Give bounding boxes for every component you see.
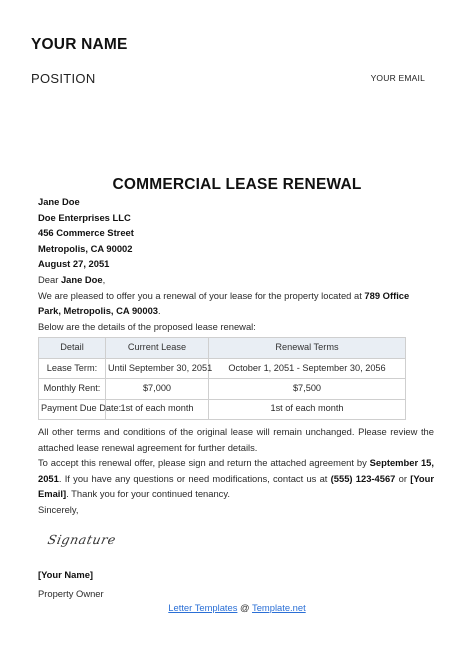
lease-details-table (38, 337, 406, 420)
table-cell: 1st of each month (106, 399, 209, 419)
contact-phone: (555) 123-4567 (330, 472, 396, 484)
recipient-name: Jane Doe (38, 196, 80, 207)
sender-name: YOUR NAME (31, 36, 128, 53)
salutation-suffix: , (102, 273, 106, 285)
accept-text-2: . If you have any questions or need modifications, contact us at (58, 472, 328, 484)
table-header-detail: Detail (39, 338, 106, 358)
table-cell: Monthly Rent: (39, 379, 106, 399)
offer-end: . (158, 305, 161, 317)
sender-email: YOUR EMAIL (370, 73, 425, 83)
signer-title: Property Owner (38, 588, 104, 599)
table-row (39, 379, 406, 399)
table-header-current: Current Lease (106, 338, 209, 358)
contact-email: [Your Email] (38, 472, 434, 500)
recipient-street: 456 Commerce Street (38, 227, 134, 239)
salutation (38, 272, 434, 288)
footer-separator: @ (240, 602, 250, 613)
offer-text: We are pleased to offer you a renewal of your lease for the property located at (38, 289, 362, 301)
paragraph-accept (38, 455, 434, 502)
table-cell: October 1, 2051 - September 30, 2056 (209, 358, 406, 378)
salutation-prefix: Dear (38, 273, 59, 285)
signature: Signature (46, 532, 118, 547)
footer (0, 602, 474, 613)
paragraph-details-intro: Below are the details of the proposed lease renewal: (38, 320, 256, 332)
letter-body (38, 194, 434, 517)
template-net-link[interactable]: Template.net (252, 602, 306, 613)
table-cell: $7,500 (209, 379, 406, 399)
table-header-renewal: Renewal Terms (209, 338, 406, 358)
recipient-company: Doe Enterprises LLC (38, 211, 131, 223)
accept-text: To accept this renewal offer, please sign and return the attached agreement by (38, 457, 367, 469)
table-cell: Until September 30, 2051 (106, 358, 209, 378)
accept-text-3: or (398, 472, 407, 484)
sender-position: POSITION (31, 71, 96, 86)
table-header-row (39, 338, 406, 358)
paragraph-offer (38, 288, 434, 319)
signer-name: [Your Name] (38, 569, 94, 580)
paragraph-terms: All other terms and conditions of the original lease will remain unchanged. Please review the attached lease renewal agreement for further details. (38, 425, 434, 453)
accept-text-4: . Thank you for your continued tenancy. (66, 488, 230, 500)
table-cell: 1st of each month (209, 399, 406, 419)
closing: Sincerely, (38, 503, 79, 515)
letter-date: August 27, 2051 (38, 258, 110, 270)
property-address: 789 Office Park, Metropolis, CA 90003 (38, 289, 410, 317)
letter-templates-link[interactable]: Letter Templates (168, 602, 238, 613)
table-row (39, 399, 406, 419)
table-cell: Lease Term: (39, 358, 106, 378)
table-row (39, 358, 406, 378)
deadline-date: September 15, 2051 (38, 457, 434, 484)
document-title: COMMERCIAL LEASE RENEWAL (112, 176, 362, 193)
recipient-city: Metropolis, CA 90002 (38, 242, 133, 254)
table-cell: $7,000 (106, 379, 209, 399)
salutation-name: Jane Doe (60, 273, 103, 285)
table-cell: Payment Due Date: (39, 399, 106, 419)
